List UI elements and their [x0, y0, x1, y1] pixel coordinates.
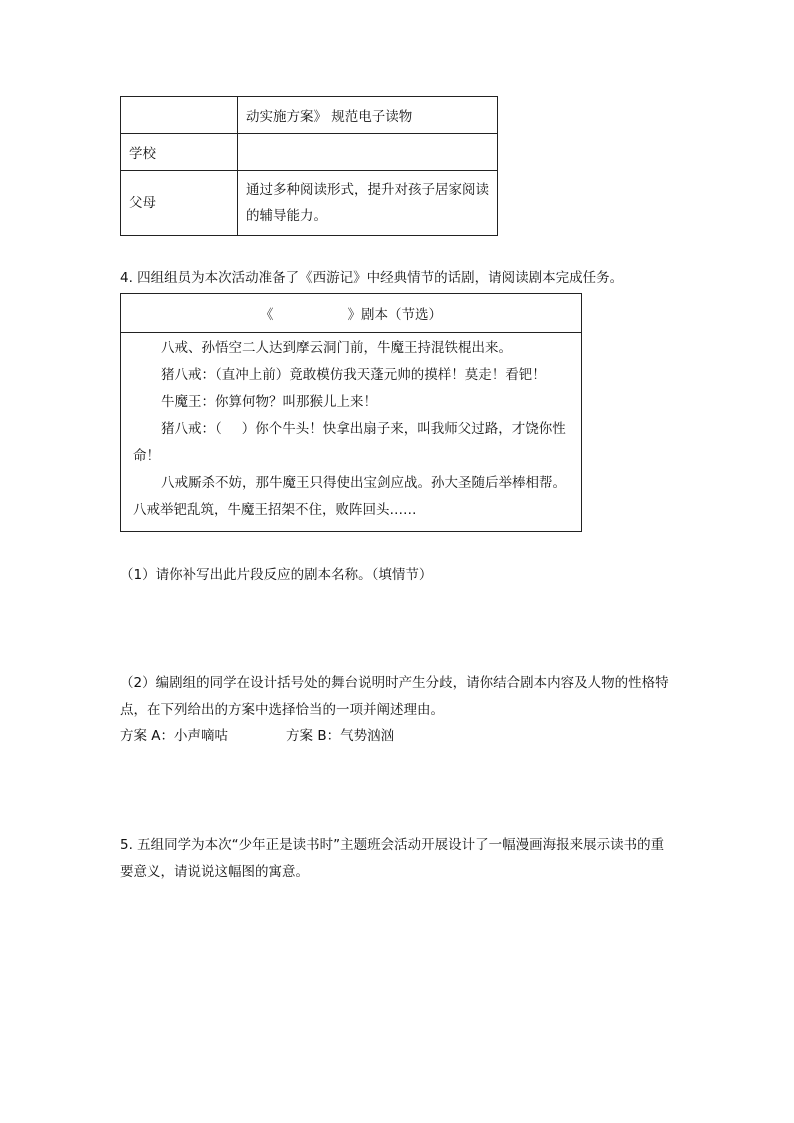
options-row — [120, 724, 394, 744]
script-title-open: 《 — [260, 307, 274, 323]
table-row — [121, 97, 498, 134]
table-cell-content: 动实施方案》 规范电子读物 — [238, 97, 498, 134]
script-line: 猪八戒：（直冲上前）竟敢模仿我天蓬元帅的摸样！莫走！看钯！ — [161, 367, 546, 383]
table-cell-role — [121, 97, 238, 134]
table-cell-role: 父母 — [121, 171, 238, 236]
table-cell-role: 学校 — [121, 134, 238, 171]
script-line: 八戒、孙悟空二人达到摩云洞门前，牛魔王持混铁棍出来。 — [161, 340, 512, 356]
script-line: 八戒厮杀不妨，那牛魔王只得使出宝剑应战。孙大圣随后举棒相帮。八戒举钯乱筑，牛魔王招架不住，败阵回头…… — [133, 475, 566, 518]
script-line-part: 猪八戒：（ — [161, 421, 222, 437]
script-title — [121, 294, 581, 333]
question-4-text: 4. 四组组员为本次活动准备了《西游记》中经典情节的话剧，请阅读剧本完成任务。 — [120, 270, 624, 286]
script-title-close: 》剧本（节选） — [347, 307, 442, 323]
question-4-sub-2: （2）编剧组的同学在设计括号处的舞台说明时产生分歧，请你结合剧本内容及人物的性格特点，在下列给出的方案中选择恰当的一项并阐述理由。 — [120, 675, 669, 718]
table-cell-content — [238, 134, 498, 171]
script-line: 牛魔王：你算何物？叫那猴儿上来！ — [161, 394, 377, 410]
question-4-sub-1: （1）请你补写出此片段反应的剧本名称。（填情节） — [120, 567, 433, 583]
question-5-text: 5. 五组同学为本次“少年正是读书时”主题班会活动开展设计了一幅漫画海报来展示读书的重要意义，请说说这幅图的寓意。 — [120, 837, 665, 880]
table-row — [121, 171, 498, 236]
script-body — [121, 333, 581, 524]
table-cell-content: 通过多种阅读形式，提升对孩子居家阅读的辅导能力。 — [238, 171, 498, 236]
option-b: 方案 B：气势汹汹 — [286, 728, 395, 744]
option-a: 方案 A：小声嘀咕 — [120, 728, 229, 744]
activity-table — [120, 96, 498, 236]
script-line — [133, 416, 569, 470]
script-box — [120, 293, 582, 532]
script-line-part: ）你个牛头！快拿出扇子来，叫我师父过路，才饶你性命！ — [133, 421, 566, 464]
table-row — [121, 134, 498, 171]
